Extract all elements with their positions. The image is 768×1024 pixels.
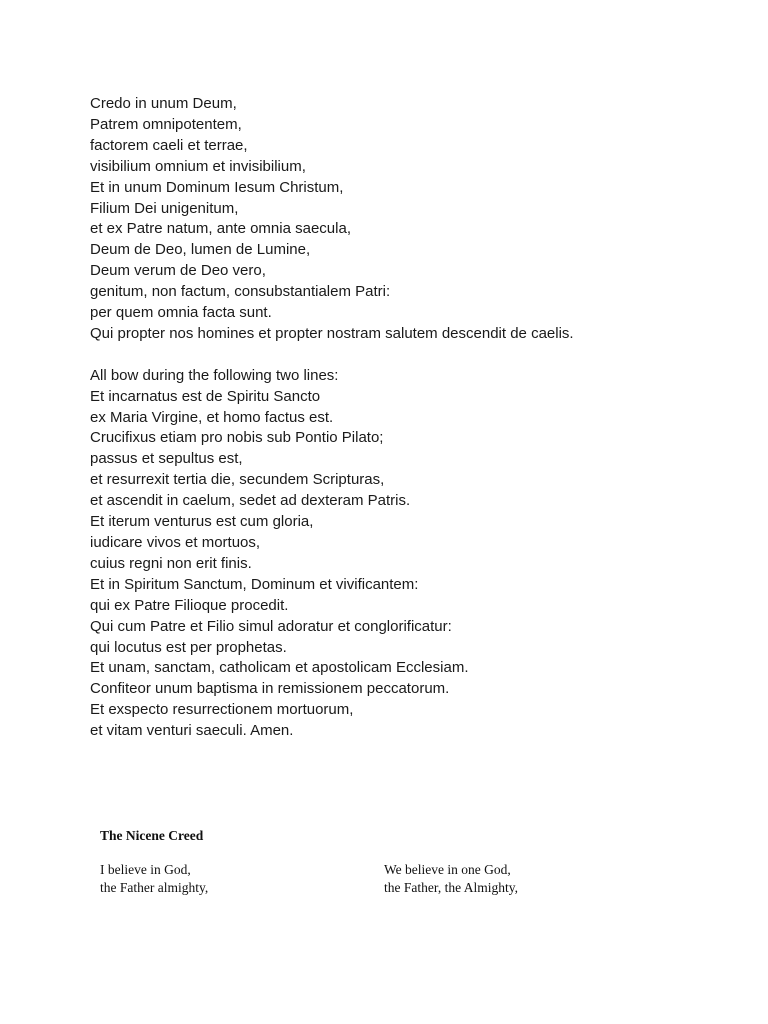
latin-line: factorem caeli et terrae,: [90, 136, 248, 154]
latin-line: Deum de Deo, lumen de Lumine,: [90, 241, 311, 259]
latin-line: ex Maria Virgine, et homo factus est.: [90, 408, 334, 426]
latin-line: iudicare vivos et mortuos,: [90, 534, 261, 552]
latin-line: visibilium omnium et invisibilium,: [90, 157, 306, 175]
latin-line: et ex Patre natum, ante omnia saecula,: [90, 220, 351, 238]
creed-columns: [100, 861, 720, 897]
latin-line: per quem omnia facta sunt.: [90, 304, 272, 322]
rubric-line: All bow during the following two lines:: [90, 366, 339, 384]
latin-line: passus et sepultus est,: [90, 450, 243, 468]
latin-line: cuius regni non erit finis.: [90, 554, 252, 572]
stanza-gap: [90, 345, 574, 366]
latin-line: Patrem omnipotentem,: [90, 115, 242, 133]
left-column-line: I believe in God,: [100, 862, 191, 877]
right-column: [384, 861, 684, 897]
latin-line: Filium Dei unigenitum,: [90, 199, 239, 217]
latin-line: Qui cum Patre et Filio simul adoratur et conglorificatur:: [90, 617, 452, 635]
left-column-line: the Father almighty,: [100, 880, 209, 895]
latin-line: Et exspecto resurrectionem mortuorum,: [90, 701, 354, 719]
latin-line: qui locutus est per prophetas.: [90, 638, 287, 656]
english-creed-section: [100, 827, 720, 897]
latin-line: Et in Spiritum Sanctum, Dominum et vivificantem:: [90, 575, 419, 593]
latin-line: et vitam venturi saeculi. Amen.: [90, 722, 294, 740]
latin-line: Qui propter nos homines et propter nostram salutem descendit de caelis.: [90, 324, 574, 342]
latin-line: genitum, non factum, consubstantialem Patri:: [90, 283, 391, 301]
latin-line: Et iterum venturus est cum gloria,: [90, 513, 314, 531]
latin-line: qui ex Patre Filioque procedit.: [90, 596, 289, 614]
latin-line: Et unam, sanctam, catholicam et apostolicam Ecclesiam.: [90, 659, 469, 677]
right-column-line: the Father, the Almighty,: [384, 880, 518, 895]
latin-line: Credo in unum Deum,: [90, 95, 237, 112]
latin-line: Et incarnatus est de Spiritu Sancto: [90, 387, 321, 405]
latin-line: Et in unum Dominum Iesum Christum,: [90, 178, 344, 196]
latin-line: et resurrexit tertia die, secundem Scripturas,: [90, 471, 385, 489]
latin-line: Crucifixus etiam pro nobis sub Pontio Pilato;: [90, 429, 384, 447]
left-column: [100, 861, 384, 897]
latin-line: Deum verum de Deo vero,: [90, 262, 266, 280]
latin-line: et ascendit in caelum, sedet ad dexteram Patris.: [90, 492, 411, 510]
right-column-line: We believe in one God,: [384, 862, 511, 877]
section-title: The Nicene Creed: [100, 828, 204, 843]
latin-line: Confiteor unum baptisma in remissionem peccatorum.: [90, 680, 450, 698]
latin-creed-text: [90, 94, 574, 742]
